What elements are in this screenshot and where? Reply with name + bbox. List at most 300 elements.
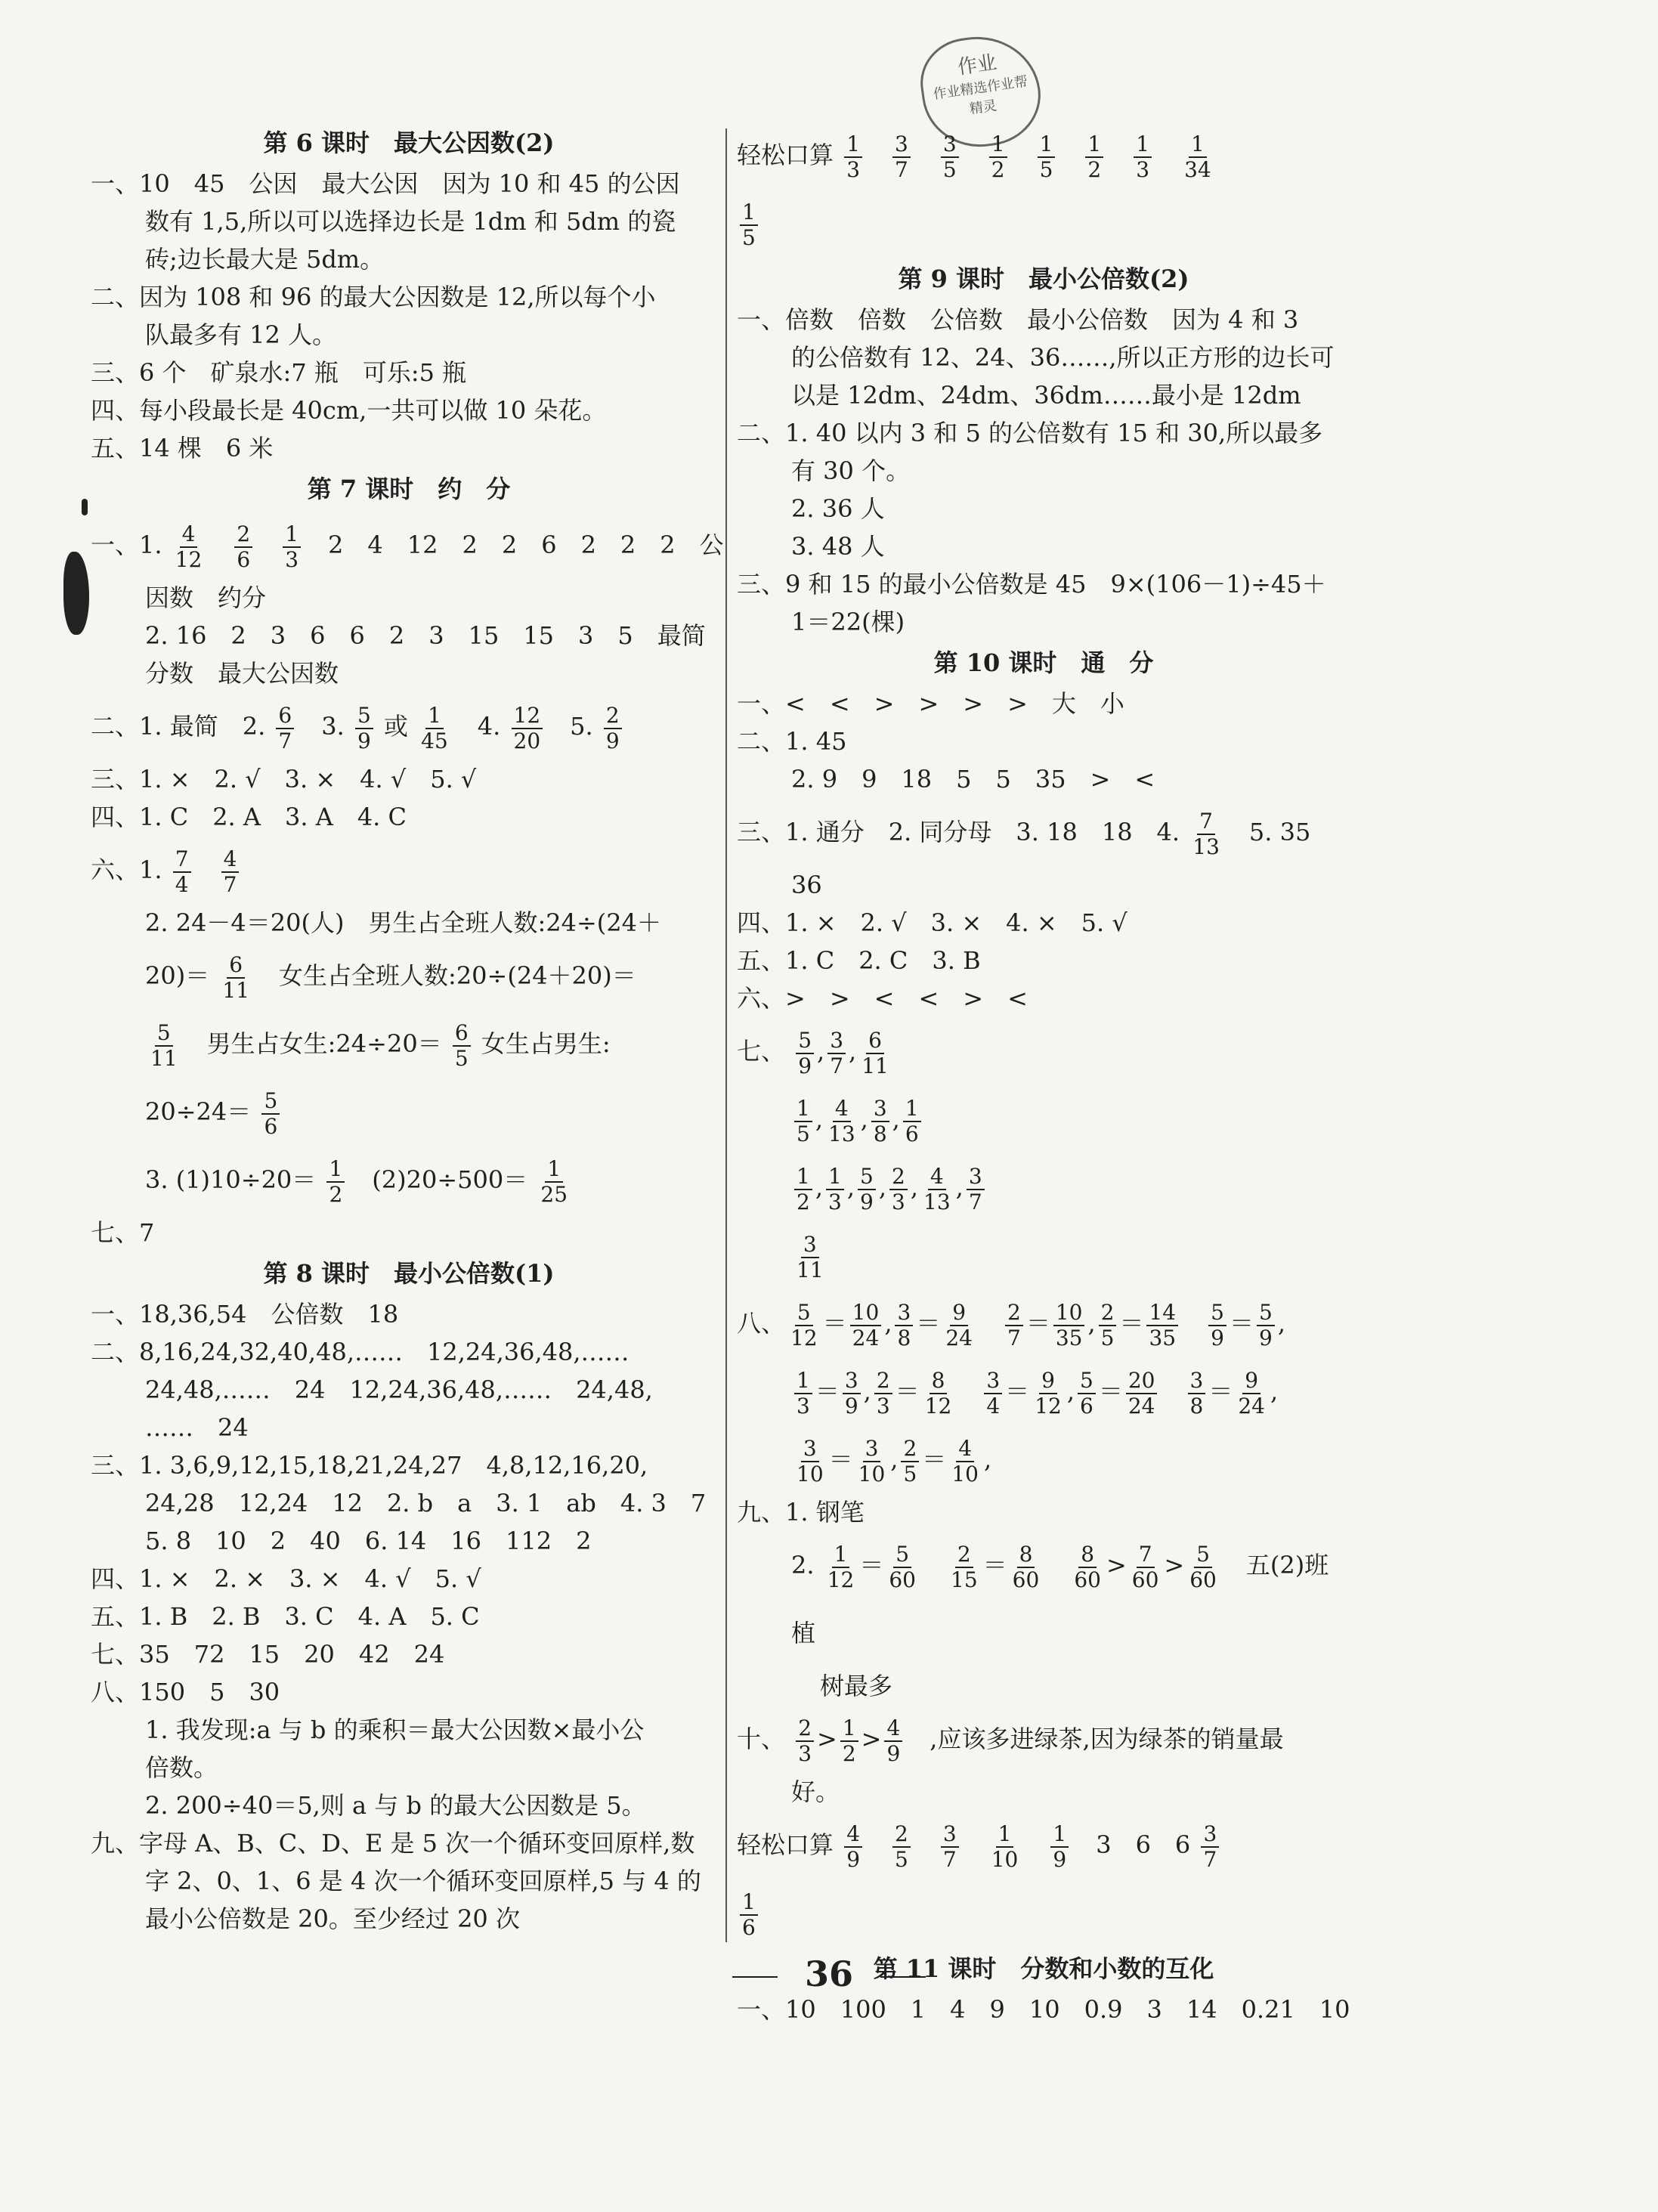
fraction-numerator: 1 xyxy=(844,132,862,158)
answer-line: 六、> > < < > < xyxy=(737,984,1028,1013)
fraction-denominator: 60 xyxy=(1012,1567,1040,1592)
answer-text: > xyxy=(1106,1551,1127,1579)
answer-text: 女生占全班人数:20÷(24＋20)＝ xyxy=(255,961,636,990)
fraction-numerator: 1 xyxy=(794,1097,812,1122)
fraction xyxy=(850,1301,882,1350)
fraction-denominator: 24 xyxy=(1238,1393,1265,1418)
fraction xyxy=(796,1029,814,1078)
fraction-denominator: 12 xyxy=(827,1567,855,1592)
answer-text xyxy=(914,1830,938,1859)
fraction-numerator: 2 xyxy=(796,1716,814,1742)
fraction xyxy=(740,1890,758,1940)
fraction-answer-line xyxy=(737,1879,1350,1947)
fraction-denominator: 5 xyxy=(895,1846,908,1872)
answer-text: , xyxy=(1270,1377,1279,1406)
fraction xyxy=(1085,132,1103,182)
fraction-numerator: 5 xyxy=(795,1301,813,1326)
fraction xyxy=(796,1716,814,1766)
fraction-answer-line xyxy=(91,511,727,579)
answer-text: , xyxy=(892,1105,900,1134)
fraction-denominator: 9 xyxy=(886,1740,901,1766)
answer-line: 队最多有 12 人。 xyxy=(145,320,337,349)
answer-line: …… 24 xyxy=(145,1413,249,1442)
answer-text xyxy=(962,1830,986,1859)
fraction xyxy=(1038,132,1056,182)
answer-text: , xyxy=(955,1173,964,1202)
answer-line: 24,28 12,24 12 2. b a 3. 1 ab 4. 3 7 xyxy=(145,1489,707,1517)
section-title: 第 6 课时 最大公因数(2) xyxy=(263,128,555,157)
answer-text xyxy=(1106,141,1131,169)
fraction xyxy=(283,522,301,572)
answer-line: 三、6 个 矿泉水:7 瓶 可乐:5 瓶 xyxy=(91,358,467,387)
answer-line: 四、1. × 2. × 3. × 4. √ 5. √ xyxy=(91,1564,481,1593)
fraction-denominator: 5 xyxy=(1100,1325,1115,1350)
fraction-denominator: 34 xyxy=(1184,156,1211,182)
fraction-denominator: 20 xyxy=(513,728,541,753)
fraction xyxy=(844,1822,862,1872)
answer-text: ＝ xyxy=(815,1377,840,1406)
fraction-denominator: 35 xyxy=(1055,1325,1083,1350)
fraction-denominator: 12 xyxy=(924,1393,952,1418)
answer-text xyxy=(865,1830,889,1859)
fraction-numerator: 3 xyxy=(863,1437,881,1462)
fraction xyxy=(326,1157,345,1207)
fraction xyxy=(840,1716,858,1766)
fraction xyxy=(794,1233,826,1282)
answer-text xyxy=(1044,1551,1069,1579)
answer-line: 1＝22(棵) xyxy=(791,608,905,636)
fraction-numerator: 1 xyxy=(794,1369,812,1394)
fraction-numerator: 3 xyxy=(967,1165,985,1190)
fraction-numerator: 3 xyxy=(843,1369,861,1394)
fraction-numerator: 6 xyxy=(227,953,245,979)
fraction-numerator: 1 xyxy=(840,1716,858,1742)
fraction-numerator: 4 xyxy=(180,522,198,548)
fraction-denominator: 5 xyxy=(454,1045,469,1071)
fraction xyxy=(355,704,373,753)
answer-text xyxy=(1023,1830,1047,1859)
fraction-denominator: 10 xyxy=(858,1461,886,1487)
fraction xyxy=(1072,1542,1103,1592)
fraction-denominator: 15 xyxy=(951,1567,978,1592)
answer-text xyxy=(957,1377,981,1406)
fraction-numerator: 1 xyxy=(794,1165,812,1190)
fraction xyxy=(989,1822,1021,1872)
fraction-numerator: 1 xyxy=(1050,1822,1069,1848)
fraction xyxy=(1078,1369,1096,1418)
answer-text: , xyxy=(815,1173,823,1202)
fraction xyxy=(1134,132,1152,182)
answer-text: , xyxy=(846,1173,855,1202)
fraction xyxy=(173,847,191,897)
fraction-denominator: 11 xyxy=(150,1045,178,1071)
fraction xyxy=(453,1021,471,1071)
fraction-answer-line xyxy=(737,121,1350,189)
fraction-numerator: 3 xyxy=(941,1822,959,1848)
fraction xyxy=(604,704,622,753)
answer-text: , xyxy=(817,1037,825,1066)
answer-line: 一、< < > > > > 大 小 xyxy=(737,689,1124,718)
answer-text: 六、1. xyxy=(91,855,162,884)
answer-line: 分数 最大公因数 xyxy=(145,659,339,688)
fraction-numerator: 3 xyxy=(871,1097,889,1122)
answer-line: 2. 24－4＝20(人) 男生占全班人数:24÷(24＋ xyxy=(145,908,661,937)
answer-text: ＝ xyxy=(1208,1377,1233,1406)
fraction-denominator: 8 xyxy=(1189,1393,1204,1418)
fraction xyxy=(220,953,252,1003)
fraction-denominator: 3 xyxy=(798,1740,812,1766)
answer-text xyxy=(1155,141,1179,169)
comparison-line xyxy=(737,1531,1350,1667)
fraction-numerator: 5 xyxy=(261,1089,280,1115)
fraction-answer-line xyxy=(737,798,1350,866)
fraction-denominator: 2 xyxy=(1087,156,1102,182)
answer-line: 三、1. × 2. √ 3. × 4. √ 5. √ xyxy=(91,765,477,794)
fraction-numerator: 3 xyxy=(895,1301,913,1326)
fraction-denominator: 9 xyxy=(1211,1325,1224,1350)
fraction-denominator: 5 xyxy=(742,224,756,250)
fraction-numerator: 10 xyxy=(850,1301,882,1326)
answer-text: ＝ xyxy=(822,1309,847,1338)
fraction xyxy=(892,1822,911,1872)
fraction-denominator: 9 xyxy=(846,1846,861,1872)
fraction xyxy=(794,1437,826,1487)
answer-text: ,应该多进绿茶,因为绿茶的销量最 xyxy=(905,1725,1284,1753)
fraction-answer-line xyxy=(737,189,1350,257)
fraction-denominator: 24 xyxy=(852,1325,880,1350)
answer-text: , xyxy=(1087,1309,1096,1338)
answer-line: 七、35 72 15 20 42 24 xyxy=(91,1640,445,1669)
fraction-numerator: 1 xyxy=(996,1822,1014,1848)
equation-line xyxy=(737,1357,1350,1425)
fraction-numerator: 3 xyxy=(801,1437,819,1462)
fraction-denominator: 10 xyxy=(991,1846,1019,1872)
fraction xyxy=(941,132,959,182)
left-column xyxy=(91,121,727,1938)
fraction-answer-line xyxy=(737,1811,1350,1879)
right-column xyxy=(737,121,1350,2028)
answer-text: (2)20÷500＝ xyxy=(348,1165,536,1194)
answer-text: 女生占男生: xyxy=(473,1029,611,1058)
answer-line: 最小公倍数是 20。至少经过 20 次 xyxy=(145,1904,520,1933)
fraction-numerator: 7 xyxy=(1137,1542,1155,1568)
fraction xyxy=(221,847,240,897)
fraction-denominator: 13 xyxy=(923,1189,951,1214)
answer-text: ＝ xyxy=(828,1445,853,1474)
fraction-denominator: 11 xyxy=(861,1053,889,1078)
fraction-denominator: 4 xyxy=(986,1393,1001,1418)
answer-text: , xyxy=(878,1173,886,1202)
answer-text xyxy=(962,141,986,169)
answer-text xyxy=(316,1165,323,1194)
fraction-numerator: 3 xyxy=(984,1369,1002,1394)
fraction-denominator: 24 xyxy=(1128,1393,1155,1418)
fraction-numerator: 8 xyxy=(930,1369,948,1394)
fraction-numerator: 5 xyxy=(1194,1542,1212,1568)
fraction-numerator: 1 xyxy=(740,1890,758,1916)
answer-line: 以是 12dm、24dm、36dm……最小是 12dm xyxy=(791,381,1301,410)
answer-text: ＝ xyxy=(859,1551,884,1579)
fraction-denominator: 60 xyxy=(1189,1567,1217,1592)
answer-text xyxy=(865,141,889,169)
answer-line: 四、每小段最长是 40cm,一共可以做 10 朵花。 xyxy=(91,396,607,425)
fraction xyxy=(1126,1369,1158,1418)
fraction-numerator: 9 xyxy=(1039,1369,1057,1394)
answer-text xyxy=(209,961,217,990)
fraction-answer-line xyxy=(737,1017,1350,1085)
answer-text: , xyxy=(860,1105,868,1134)
answer-text: 20)＝ xyxy=(145,961,210,990)
fraction xyxy=(1099,1301,1117,1350)
answer-line: 树最多 xyxy=(820,1672,893,1700)
fraction xyxy=(234,522,252,572)
fraction-numerator: 9 xyxy=(950,1301,968,1326)
fraction-denominator: 3 xyxy=(876,1393,890,1418)
fraction-numerator: 14 xyxy=(1146,1301,1178,1326)
fraction-denominator: 3 xyxy=(828,1189,842,1214)
fraction-numerator: 4 xyxy=(928,1165,946,1190)
fraction xyxy=(984,1369,1002,1418)
fraction-denominator: 3 xyxy=(846,156,861,182)
fraction-numerator: 5 xyxy=(796,1029,814,1054)
answer-text: 七、 xyxy=(737,1037,786,1066)
answer-text xyxy=(834,141,841,169)
fraction-denominator: 60 xyxy=(1074,1567,1101,1592)
fraction xyxy=(923,1369,954,1418)
fraction-denominator: 6 xyxy=(1080,1393,1093,1418)
fraction xyxy=(148,1021,180,1071)
answer-line: 因数 约分 xyxy=(145,583,267,612)
page-number: 36 xyxy=(0,1954,1658,1994)
fraction-denominator: 7 xyxy=(1007,1325,1021,1350)
answer-line: 1. 我发现:a 与 b 的乘积＝最大公因数×最小公 xyxy=(145,1715,645,1744)
stamp-line3: 精灵 xyxy=(968,97,998,118)
fraction-denominator: 7 xyxy=(278,728,292,753)
fraction-answer-line xyxy=(91,942,727,1010)
answer-text: , xyxy=(983,1445,992,1474)
answer-line: 九、字母 A、B、C、D、E 是 5 次一个循环变回原样,数 xyxy=(91,1829,695,1858)
answer-line: 七、7 xyxy=(91,1218,155,1247)
stamp-line2: 作业精选作业帮 xyxy=(932,73,1029,103)
answer-text xyxy=(978,1309,1002,1338)
fraction xyxy=(1032,1369,1064,1418)
fraction-answer-line xyxy=(91,1010,727,1078)
fraction-denominator: 12 xyxy=(175,546,203,572)
answer-line: 八、150 5 30 xyxy=(91,1678,280,1706)
fraction-numerator: 4 xyxy=(884,1716,902,1742)
fraction xyxy=(1208,1301,1226,1350)
section-title: 第 7 课时 约 分 xyxy=(307,475,511,503)
answer-text: 3. (1)10÷20＝ xyxy=(145,1165,317,1194)
answer-text: 二、1. 最简 2. xyxy=(91,712,266,741)
fraction-answer-line xyxy=(91,1146,727,1214)
answer-text xyxy=(921,1551,945,1579)
fraction-numerator: 10 xyxy=(1053,1301,1085,1326)
fraction-denominator: 6 xyxy=(264,1113,278,1139)
answer-text: , xyxy=(1066,1377,1075,1406)
fraction-numerator: 2 xyxy=(901,1437,919,1462)
ink-blot xyxy=(63,552,89,635)
answer-text xyxy=(1058,141,1082,169)
fraction xyxy=(889,1165,908,1214)
answer-text: ＝ xyxy=(982,1551,1007,1579)
comparison-line xyxy=(737,1705,1350,1773)
fraction-denominator: 9 xyxy=(1258,1325,1273,1350)
fraction xyxy=(903,1097,921,1146)
fraction-numerator: 5 xyxy=(355,704,373,729)
fraction-answer-line xyxy=(737,1221,1350,1289)
fraction-denominator: 2 xyxy=(329,1181,343,1207)
fraction-denominator: 11 xyxy=(797,1257,824,1282)
answer-line: 五、1. C 2. C 3. B xyxy=(737,946,981,975)
fraction xyxy=(858,1165,876,1214)
fraction-numerator: 1 xyxy=(1134,132,1152,158)
fraction-numerator: 3 xyxy=(941,132,959,158)
fraction-denominator: 9 xyxy=(605,728,620,753)
fraction-denominator: 2 xyxy=(842,1740,856,1766)
fraction-numerator: 20 xyxy=(1126,1369,1158,1394)
fraction-denominator: 25 xyxy=(540,1181,568,1207)
fraction-numerator: 4 xyxy=(221,847,240,873)
fraction-denominator: 10 xyxy=(797,1461,824,1487)
equation-line xyxy=(737,1425,1350,1493)
fraction-numerator: 3 xyxy=(827,1029,846,1054)
answer-text: , xyxy=(863,1377,871,1406)
fraction-denominator: 9 xyxy=(844,1393,858,1418)
fraction xyxy=(276,704,294,753)
fraction-denominator: 12 xyxy=(1035,1393,1062,1418)
fraction-denominator: 13 xyxy=(1192,834,1220,859)
fraction-numerator: 5 xyxy=(893,1542,911,1568)
answer-line: 数有 1,5,所以可以选择边长是 1dm 和 5dm 的瓷 xyxy=(145,207,676,236)
answer-text xyxy=(1160,1377,1184,1406)
fraction xyxy=(1257,1301,1275,1350)
fraction xyxy=(989,132,1007,182)
fraction-numerator: 3 xyxy=(892,132,911,158)
answer-line: 四、1. × 2. √ 3. × 4. × 5. √ xyxy=(737,908,1128,937)
answer-text xyxy=(1180,818,1187,846)
answer-text xyxy=(194,855,218,884)
fraction xyxy=(1130,1542,1162,1592)
fraction xyxy=(895,1301,913,1350)
fraction-denominator: 60 xyxy=(889,1567,916,1592)
fraction xyxy=(941,1822,959,1872)
fraction-numerator: 2 xyxy=(1099,1301,1117,1326)
fraction-denominator: 12 xyxy=(790,1325,818,1350)
fraction-numerator: 2 xyxy=(889,1165,908,1190)
fraction-denominator: 9 xyxy=(357,728,371,753)
fraction-denominator: 5 xyxy=(903,1461,917,1487)
section-title: 第 8 课时 最小公倍数(1) xyxy=(263,1259,555,1288)
fraction-answer-line xyxy=(91,1078,727,1146)
answer-text: 轻松口算 xyxy=(737,141,834,169)
answer-text xyxy=(265,712,273,741)
answer-text: , xyxy=(910,1173,918,1202)
fraction xyxy=(1050,1822,1069,1872)
fraction-denominator: 24 xyxy=(945,1325,973,1350)
answer-text: > xyxy=(817,1725,837,1753)
fraction xyxy=(874,1369,892,1418)
fraction-denominator: 9 xyxy=(798,1053,812,1078)
fraction-denominator: 60 xyxy=(1131,1567,1159,1592)
answer-text: 十、 xyxy=(737,1725,793,1753)
fraction xyxy=(949,1437,981,1487)
answer-line: 五、14 棵 6 米 xyxy=(91,434,274,463)
fraction xyxy=(856,1437,888,1487)
fraction-numerator: 9 xyxy=(1242,1369,1261,1394)
fraction-denominator: 7 xyxy=(223,871,237,897)
answer-text: 或 xyxy=(376,712,416,741)
fraction-numerator: 3 xyxy=(801,1233,819,1258)
answer-text: , xyxy=(884,1309,892,1338)
answer-line: 2. 36 人 xyxy=(791,494,885,523)
fraction xyxy=(512,704,543,753)
fraction-numerator: 6 xyxy=(866,1029,884,1054)
answer-text: 2. xyxy=(791,1551,822,1579)
fraction-denominator: 3 xyxy=(285,546,299,572)
fraction-denominator: 5 xyxy=(1039,156,1053,182)
fraction-numerator: 8 xyxy=(1017,1542,1035,1568)
fraction-denominator: 7 xyxy=(830,1053,844,1078)
answer-line: 九、1. 钢笔 xyxy=(737,1498,865,1527)
fraction-numerator: 2 xyxy=(874,1369,892,1394)
fraction-denominator: 9 xyxy=(1053,1846,1067,1872)
answer-text: ＝ xyxy=(1005,1377,1030,1406)
fraction-denominator: 3 xyxy=(797,1393,810,1418)
answer-text: 20÷24＝ xyxy=(145,1097,252,1126)
fraction xyxy=(794,1165,812,1214)
answer-text: ＝ xyxy=(895,1377,920,1406)
fraction-denominator: 11 xyxy=(222,977,250,1003)
fraction-denominator: 9 xyxy=(860,1189,874,1214)
fraction-answer-line xyxy=(737,1153,1350,1221)
fraction xyxy=(967,1165,985,1214)
fraction-numerator: 8 xyxy=(1078,1542,1097,1568)
fraction-numerator: 2 xyxy=(892,1822,911,1848)
answer-text: 八、 xyxy=(737,1309,786,1338)
answer-text: ＝ xyxy=(922,1445,947,1474)
fraction xyxy=(948,1542,980,1592)
fraction xyxy=(826,1097,858,1146)
fraction-numerator: 1 xyxy=(740,200,758,226)
fraction xyxy=(884,1716,902,1766)
answer-line: 有 30 个。 xyxy=(791,456,911,485)
answer-text: 三、1. 通分 2. 同分母 3. 18 18 4. xyxy=(737,818,1180,846)
answer-line: 2. 16 2 3 6 6 2 3 15 15 3 5 最简 xyxy=(145,621,706,650)
ink-mark xyxy=(82,499,88,515)
answer-text: 4. xyxy=(453,712,509,741)
fraction xyxy=(901,1437,919,1487)
fraction xyxy=(740,200,758,250)
answer-line: 5. 8 10 2 40 6. 14 16 112 2 xyxy=(145,1527,592,1555)
fraction-numerator: 2 xyxy=(234,522,252,548)
answer-text: 3. xyxy=(297,712,352,741)
fraction-numerator: 1 xyxy=(826,1165,844,1190)
fraction-numerator: 2 xyxy=(955,1542,973,1568)
answer-text: 3 6 6 xyxy=(1072,1830,1199,1859)
fraction-denominator: 10 xyxy=(951,1461,979,1487)
fraction xyxy=(261,1089,280,1139)
fraction xyxy=(943,1301,975,1350)
fraction-denominator: 7 xyxy=(968,1189,982,1214)
fraction-numerator: 1 xyxy=(1038,132,1056,158)
answer-line: 砖;边长最大是 5dm。 xyxy=(145,245,385,274)
answer-text xyxy=(162,855,170,884)
fraction-denominator: 35 xyxy=(1149,1325,1177,1350)
fraction xyxy=(1146,1301,1178,1350)
answer-text: , xyxy=(890,1445,899,1474)
answer-text: ＝ xyxy=(1025,1309,1050,1338)
